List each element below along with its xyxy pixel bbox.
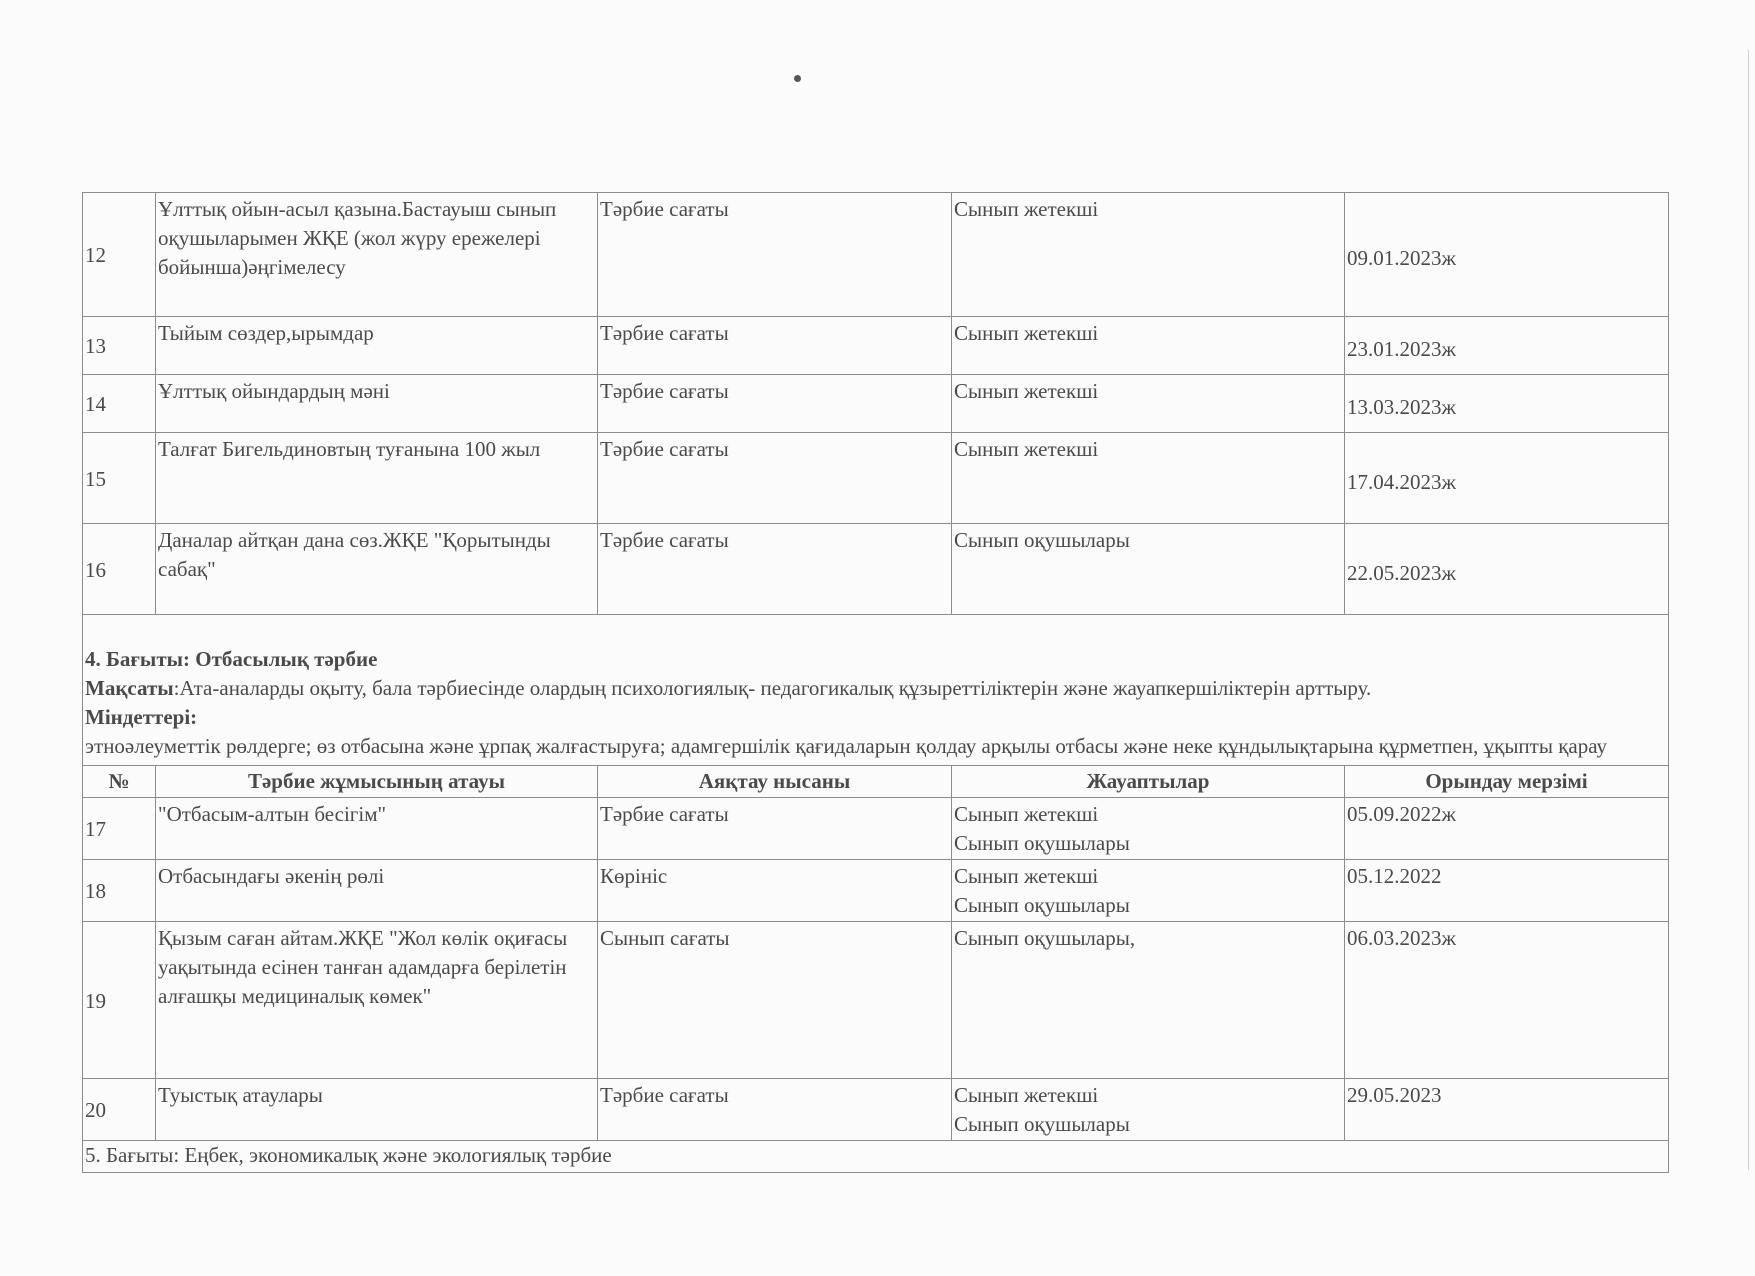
work-name: Қызым саған айтам.ЖҚЕ "Жол көлік оқиғасы уақытында есінен танған адамдарға берілетін алғашқы медициналық көмек" xyxy=(156,922,598,1079)
completion-form: Сынып сағаты xyxy=(598,922,952,1079)
responsible xyxy=(952,922,1345,1079)
row-number: 13 xyxy=(83,317,156,375)
completion-form: Тәрбие сағаты xyxy=(598,1079,952,1141)
work-name: Тыйым сөздер,ырымдар xyxy=(156,317,598,375)
tasks-label: Міндеттері: xyxy=(85,705,198,729)
table-row xyxy=(83,433,1669,524)
responsible-line: Сынып жетекші xyxy=(954,1083,1099,1107)
responsible-line: Сынып оқушылары xyxy=(954,528,1130,552)
page-edge xyxy=(1748,50,1749,1170)
responsible-line: Сынып жетекші xyxy=(954,321,1099,345)
goal-label: Мақсаты xyxy=(85,676,174,700)
due-date: 23.01.2023ж xyxy=(1345,317,1669,375)
responsible xyxy=(952,317,1345,375)
table-row xyxy=(83,1079,1669,1141)
table-row xyxy=(83,193,1669,317)
completion-form: Тәрбие сағаты xyxy=(598,798,952,860)
plan-table xyxy=(82,192,1669,1173)
section-4-block xyxy=(83,615,1669,766)
responsible xyxy=(952,798,1345,860)
responsible-line: Сынып жетекші xyxy=(954,864,1099,888)
col-header-responsible: Жауаптылар xyxy=(952,766,1345,798)
table-row xyxy=(83,375,1669,433)
col-header-name: Тәрбие жұмысының атауы xyxy=(156,766,598,798)
row-number: 19 xyxy=(83,922,156,1079)
table-row xyxy=(83,860,1669,922)
work-name: Талғат Бигельдиновтың туғанына 100 жыл xyxy=(156,433,598,524)
due-date: 29.05.2023 xyxy=(1345,1079,1669,1141)
due-date: 05.09.2022ж xyxy=(1345,798,1669,860)
completion-form: Тәрбие сағаты xyxy=(598,375,952,433)
work-name: Туыстық атаулары xyxy=(156,1079,598,1141)
row-number: 14 xyxy=(83,375,156,433)
completion-form: Тәрбие сағаты xyxy=(598,193,952,317)
work-name: Отбасындағы әкенің рөлі xyxy=(156,860,598,922)
due-date: 13.03.2023ж xyxy=(1345,375,1669,433)
row-number: 16 xyxy=(83,524,156,615)
responsible xyxy=(952,860,1345,922)
responsible-line: Сынып жетекші xyxy=(954,802,1099,826)
responsible-line: Сынып оқушылары, xyxy=(954,926,1136,950)
col-header-num: № xyxy=(83,766,156,798)
responsible-line: Сынып оқушылары xyxy=(954,893,1130,917)
tasks-text: этноәлеуметтік рөлдерге; өз отбасына және ұрпақ жалғастыруға; адамгершілік қағидаларын қолдау арқылы отбасы және неке құндылықтарына құрметпен, ұқыпты қарау xyxy=(85,734,1607,758)
responsible xyxy=(952,375,1345,433)
responsible-line: Сынып оқушылары xyxy=(954,831,1130,855)
work-name: Ұлттық ойын-асыл қазына.Бастауыш сынып оқушыларымен ЖҚЕ (жол жүру ережелері бойынша)әңгімелесу xyxy=(156,193,598,317)
section-row xyxy=(83,1141,1669,1173)
col-header-date: Орындау мерзімі xyxy=(1345,766,1669,798)
col-header-form: Аяқтау нысаны xyxy=(598,766,952,798)
table-row xyxy=(83,524,1669,615)
responsible-line: Сынып оқушылары xyxy=(954,1112,1130,1136)
due-date: 06.03.2023ж xyxy=(1345,922,1669,1079)
table-row xyxy=(83,798,1669,860)
table-row xyxy=(83,922,1669,1079)
completion-form: Тәрбие сағаты xyxy=(598,317,952,375)
completion-form: Тәрбие сағаты xyxy=(598,433,952,524)
section-5-title: 5. Бағыты: Еңбек, экономикалық және экологиялық тәрбие xyxy=(83,1141,1669,1173)
responsible xyxy=(952,1079,1345,1141)
due-date: 17.04.2023ж xyxy=(1345,433,1669,524)
completion-form: Тәрбие сағаты xyxy=(598,524,952,615)
row-number: 12 xyxy=(83,193,156,317)
table-row xyxy=(83,317,1669,375)
responsible-line: Сынып жетекші xyxy=(954,437,1099,461)
ink-speck xyxy=(794,75,801,82)
goal-text: :Ата-аналарды оқыту, бала тәрбиесінде олардың психологиялық- педагогикалық құзыреттіліктерін және жауапкершіліктерін арттыру. xyxy=(173,676,1372,700)
work-name: "Отбасым-алтын бесігім" xyxy=(156,798,598,860)
responsible-line: Сынып жетекші xyxy=(954,379,1099,403)
due-date: 22.05.2023ж xyxy=(1345,524,1669,615)
responsible xyxy=(952,433,1345,524)
row-number: 15 xyxy=(83,433,156,524)
work-name: Ұлттық ойындардың мәні xyxy=(156,375,598,433)
due-date: 05.12.2022 xyxy=(1345,860,1669,922)
completion-form: Көрініс xyxy=(598,860,952,922)
header-row xyxy=(83,766,1669,798)
row-number: 17 xyxy=(83,798,156,860)
responsible-line: Сынып жетекші xyxy=(954,197,1099,221)
work-name: Даналар айтқан дана сөз.ЖҚЕ "Қорытынды сабақ" xyxy=(156,524,598,615)
row-number: 20 xyxy=(83,1079,156,1141)
section-title: 4. Бағыты: Отбасылық тәрбие xyxy=(85,647,378,671)
row-number: 18 xyxy=(83,860,156,922)
section-row xyxy=(83,615,1669,766)
due-date: 09.01.2023ж xyxy=(1345,193,1669,317)
goal-line xyxy=(85,674,1666,703)
responsible xyxy=(952,193,1345,317)
responsible xyxy=(952,524,1345,615)
